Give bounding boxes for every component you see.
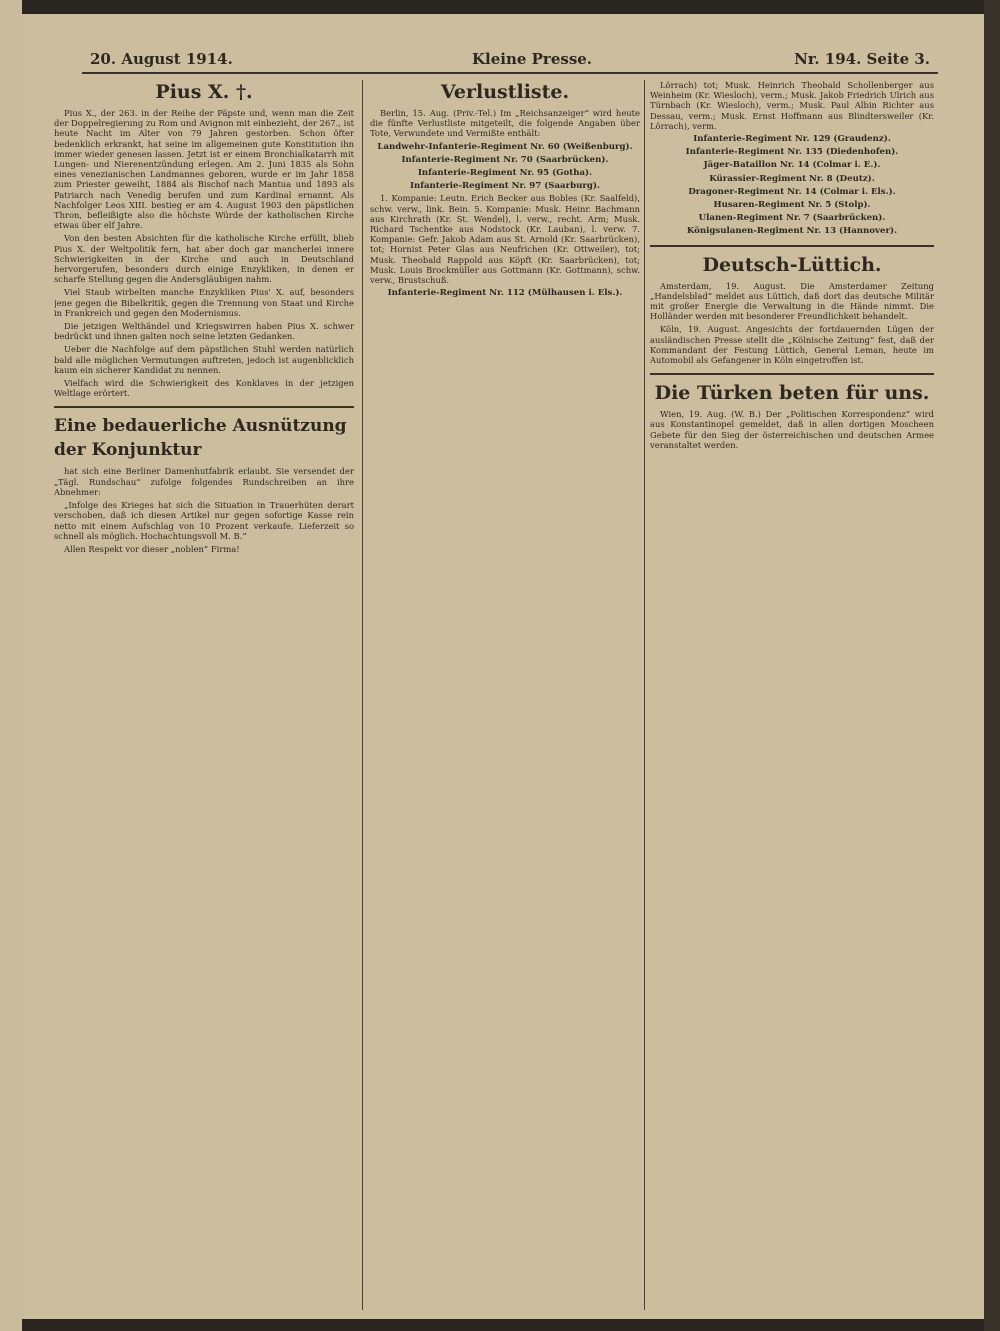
article-title: Verlustliste. xyxy=(440,81,570,103)
column-rule xyxy=(362,80,363,1310)
section-heading: Jäger-Bataillon Nr. 14 (Colmar i. E.). xyxy=(703,160,881,171)
newspaper-page xyxy=(22,14,984,1319)
column-left xyxy=(54,80,354,1319)
page-margin-left xyxy=(0,0,22,1331)
paragraph: Die jetzigen Welthändel und Kriegswirren haben Pius X. schwer bedrückt und ihnen galten noch seine letzten Gedanken. xyxy=(54,321,354,342)
divider xyxy=(650,373,934,375)
section-heading: Infanterie-Regiment Nr. 70 (Saarbrücken). xyxy=(401,154,609,165)
paragraph: 1. Kompanie: Leutn. Erich Becker aus Bobles (Kr. Saalfeld), schw. verw., link. Bein. 5. Kompanie: Musk. Heinr. Bachmann aus Kirchrath (Kr. St. Wendel), l. verw., recht. Arm; Musk. Richard Tschentke aus Nodstock (Kr. Lauban), l. verw. 7. Kompanie: Gefr. Jakob Adam aus St. Arnold (Kr. Saarbrücken), tot; Hornist Peter Glas aus Neufrichen (Kr. Ottweiler), tot; Musk. Theobald Rappold aus Köpft (Kr. Saarbrücken), tot; Musk. Louis Brockmüller aus Gottmann (Kr. Gottmann), schw. verw., Brustschuß. xyxy=(370,193,640,286)
column-middle xyxy=(370,80,640,1319)
section-heading: Kürassier-Regiment Nr. 8 (Deutz). xyxy=(709,173,875,184)
section-heading: Husaren-Regiment Nr. 5 (Stolp). xyxy=(713,200,871,211)
section-heading: Infanterie-Regiment Nr. 112 (Mülhausen i. Els.). xyxy=(387,288,623,299)
paragraph: hat sich eine Berliner Damenhutfabrik erlaubt. Sie versendet der „Tägl. Rundschau“ zufolge folgendes Rundschreiben an ihre Abnehmer: xyxy=(54,466,354,497)
article-title: Deutsch-Lüttich. xyxy=(702,253,882,276)
page-header xyxy=(82,46,938,74)
divider xyxy=(650,245,934,247)
issue-number: Nr. 194. Seite 3. xyxy=(794,50,930,68)
section-heading: Infanterie-Regiment Nr. 129 (Graudenz). xyxy=(693,134,891,145)
article-title: Eine bedauerliche Ausnützung der Konjunktur xyxy=(54,416,347,461)
issue-date: 20. August 1914. xyxy=(90,50,233,68)
section-heading: Dragoner-Regiment Nr. 14 (Colmar i. Els.). xyxy=(688,186,896,197)
paragraph: Wien, 19. Aug. (W. B.) Der „Politischen Korrespondenz“ wird aus Konstantinopel gemeldet, daß in allen dortigen Moscheen Gebete für den Sieg der österreichischen und deutschen Armee veranstaltet werden. xyxy=(650,409,934,450)
article-title: Pius X. †. xyxy=(155,81,253,103)
paragraph: Von den besten Absichten für die katholische Kirche erfüllt, blieb Pius X. der Weltpolitik fern, hat aber doch gar mancherlei innere Schwierigkeiten in der Kirche und auch in Deutschland hervorgerufen, besonders durch einige Enzykliken, in denen er scharfe Stellung gegen die Andersgläubigen nahm. xyxy=(54,233,354,285)
paper-name: Kleine Presse. xyxy=(472,50,593,68)
paragraph: „Infolge des Krieges hat sich die Situation in Trauerhüten derart verschoben, daß ich diesen Artikel nur gegen sofortige Kasse rein netto mit einem Aufschlag von 10 Prozent verkaufe. Lieferzeit so schnell als möglich. Hochachtungsvoll M. B.“ xyxy=(54,500,354,541)
divider xyxy=(54,406,354,408)
section-heading: Landwehr-Infanterie-Regiment Nr. 60 (Weißenburg). xyxy=(377,141,633,152)
section-heading: Ulanen-Regiment Nr. 7 (Saarbrücken). xyxy=(698,213,886,224)
paragraph: Berlin, 15. Aug. (Priv.-Tel.) Im „Reichsanzeiger“ wird heute die fünfte Verlustliste mitgeteilt, die folgende Angaben über Tote, Verwundete und Vermißte enthält: xyxy=(370,108,640,139)
section-heading: Königsulanen-Regiment Nr. 13 (Hannover). xyxy=(686,226,898,237)
page-margin-right xyxy=(984,0,1000,1331)
section-heading: Infanterie-Regiment Nr. 135 (Diedenhofen). xyxy=(685,147,899,158)
paragraph: Amsterdam, 19. August. Die Amsterdamer Zeitung „Handelsblad“ meldet aus Lüttich, daß dort das deutsche Militär mit großer Energie die Verwaltung in die Hände nimmt. Die Holländer werden mit besonderer Freundlichkeit behandelt. xyxy=(650,280,934,322)
paragraph: Pius X., der 263. in der Reihe der Päpste und, wenn man die Zeit der Doppelregierung zu Rom und Avignon mit einbezieht, der 267., ist heute Nacht im Alter von 79 Jahren gestorben. Schon öfter bedenklich erkrankt, hat seine im allgemeinen gute Konstitution ihn immer wieder genesen lassen. Jetzt ist er einem Bronchialkatarrh mit Lungen- und Nierenentzündung erlegen. Am 2. Juni 1835 als Sohn eines venezianischen Landmannes geboren, wurde er im Jahr 1858 zum Priester geweiht, 1884 als Bischof nach Mantua und 1893 als Patriarch nach Venedig berufen und zum Kardinal ernannt. Als Nachfolger Leos XIII. bestieg er am 4. August 1903 den päpstlichen Thron, befleißigte also die höchste Würde der katholischen Kirche etwas über elf Jahre. xyxy=(54,108,354,231)
article-title: Die Türken beten für uns. xyxy=(654,382,930,405)
section-heading: Infanterie-Regiment Nr. 97 (Saarburg). xyxy=(409,181,600,192)
paragraph: Viel Staub wirbelten manche Enzykliken Pius' X. auf, besonders jene gegen die Bibelkritik, gegen die Trennung von Staat und Kirche in Frankreich und gegen den Modernismus. xyxy=(54,287,354,318)
column-right xyxy=(650,80,934,1319)
paragraph: Lörrach) tot; Musk. Heinrich Theobald Schollenberger aus Weinheim (Kr. Wiesloch), verm.; Musk. Jakob Friedrich Ulrich aus Türnbach (Kr. Wiesloch), verm.; Musk. Paul Albin Richter aus Dessau, verm.; Musk. Ernst Hoffmann aus Blindtersweiler (Kr. Lörrach), verm. xyxy=(650,80,934,131)
section-heading: Infanterie-Regiment Nr. 95 (Gotha). xyxy=(417,168,593,179)
column-rule xyxy=(644,80,645,1310)
paragraph: Ueber die Nachfolge auf dem päpstlichen Stuhl werden natürlich bald alle möglichen Vermutungen auftreten, jedoch ist augenblicklich kaum ein sicherer Kandidat zu nennen. xyxy=(54,344,354,375)
paragraph: Köln, 19. August. Angesichts der fortdauernden Lügen der ausländischen Presse stellt die „Kölnische Zeitung“ fest, daß der Kommandant der Festung Lüttich, General Leman, heute im Automobil als Gefangener in Köln eingetroffen ist. xyxy=(650,324,934,366)
paragraph: Vielfach wird die Schwierigkeit des Konklaves in der jetzigen Weltlage erörtert. xyxy=(54,378,354,399)
paragraph: Allen Respekt vor dieser „noblen“ Firma! xyxy=(64,543,240,554)
